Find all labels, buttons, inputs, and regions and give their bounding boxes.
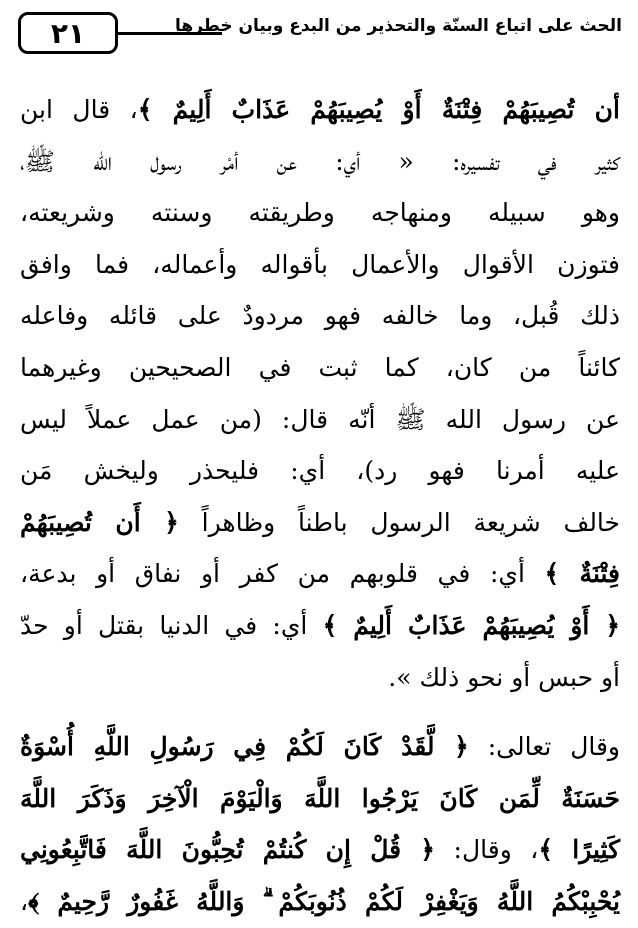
text-line [20,187,620,239]
text-line [20,721,620,773]
text-segment: كثير في تفسيره: « أي: عن أمْر رسول الله ﷺ، [20,146,620,176]
text-segment: عن رسول الله ﷺ أنّه قال: (من عمل عملاً ليس [20,404,620,434]
text-segment: وقال تعالى: [468,732,621,762]
text-segment: ، [20,886,29,916]
text-line [20,600,620,652]
text-segment: فتوزن الأقوال والأعمال بأقواله وأعماله، فما وافق [20,249,620,279]
quran-verse: كَثِيرًا ﴾ [538,835,620,865]
text-line [20,342,620,394]
quran-verse: ﴿ لَّقَدْ كَانَ لَكُمْ فِي رَسُولِ اللَّهِ أُسْوَةٌ [20,732,469,762]
text-line [20,290,620,342]
page-number: ٢١ [18,12,118,54]
text-segment: ، وقال: [435,835,539,865]
running-title: الحث على اتباع السنّة والتحذير من البدع وبيان خطرها [175,16,622,36]
text-line [20,824,620,876]
text-segment: ، قال ابن [20,95,138,124]
text-line [20,876,620,928]
text-segment: أو حبس أو نحو ذلك ». [388,662,620,692]
text-line [20,548,620,600]
page-header [18,12,622,64]
quran-verse: ﴿ قُلْ إِن كُنتُمْ تُحِبُّونَ اللَّهَ فَاتَّبِعُونِي [20,835,436,865]
text-line [20,497,620,549]
quran-verse: فِتْنَةٌ ﴾ [544,559,620,589]
body-text [20,84,620,928]
text-line [20,394,620,446]
text-segment: كائناً من كان، كما ثبت في الصحيحين وغيرهما [20,352,620,382]
text-line [20,445,620,497]
text-segment: وهو سبيله ومنهاجه وطريقته وسنته وشريعته، [20,198,620,228]
text-line [20,239,620,291]
text-segment: ذلك قُبل، وما خالفه فهو مردودٌ على قائله وفاعله [20,301,620,331]
quran-verse: يُحْبِبْكُمُ اللَّهُ وَيَغْفِرْ لَكُمْ ذُنُوبَكُمْ ۗ وَاللَّهُ غَفُورٌ رَّحِيمٌ ﴾ [28,886,620,916]
quran-verse: حَسَنَةٌ لِّمَن كَانَ يَرْجُوا اللَّهَ وَالْيَوْمَ الْآخِرَ وَذَكَرَ اللَّهَ [20,783,620,813]
quran-verse: أن تُصِيبَهُمْ فِتْنَةٌ أَوْ يُصِيبَهُمْ عَذَابٌ أَلِيمٌ ﴾ [137,95,620,124]
text-line [20,652,620,704]
text-line [20,773,620,825]
quran-verse: ﴿ أَوْ يُصِيبَهُمْ عَذَابٌ أَلِيمٌ ﴾ [322,610,620,640]
text-segment: أي: في الدنيا بقتل أو حدّ [20,610,323,640]
quran-verse: ﴿ أَن تُصِيبَهُمْ [20,507,179,537]
text-segment: عليه أمرنا فهو رد)، أي: فليحذر وليخش مَن [20,456,620,486]
text-line [20,84,620,136]
text-segment: أي: في قلوبهم من كفر أو نفاق أو بدعة، [20,559,545,589]
text-segment: خالف شريعة الرسول باطناً وظاهراً [178,507,621,537]
text-line [20,136,620,188]
